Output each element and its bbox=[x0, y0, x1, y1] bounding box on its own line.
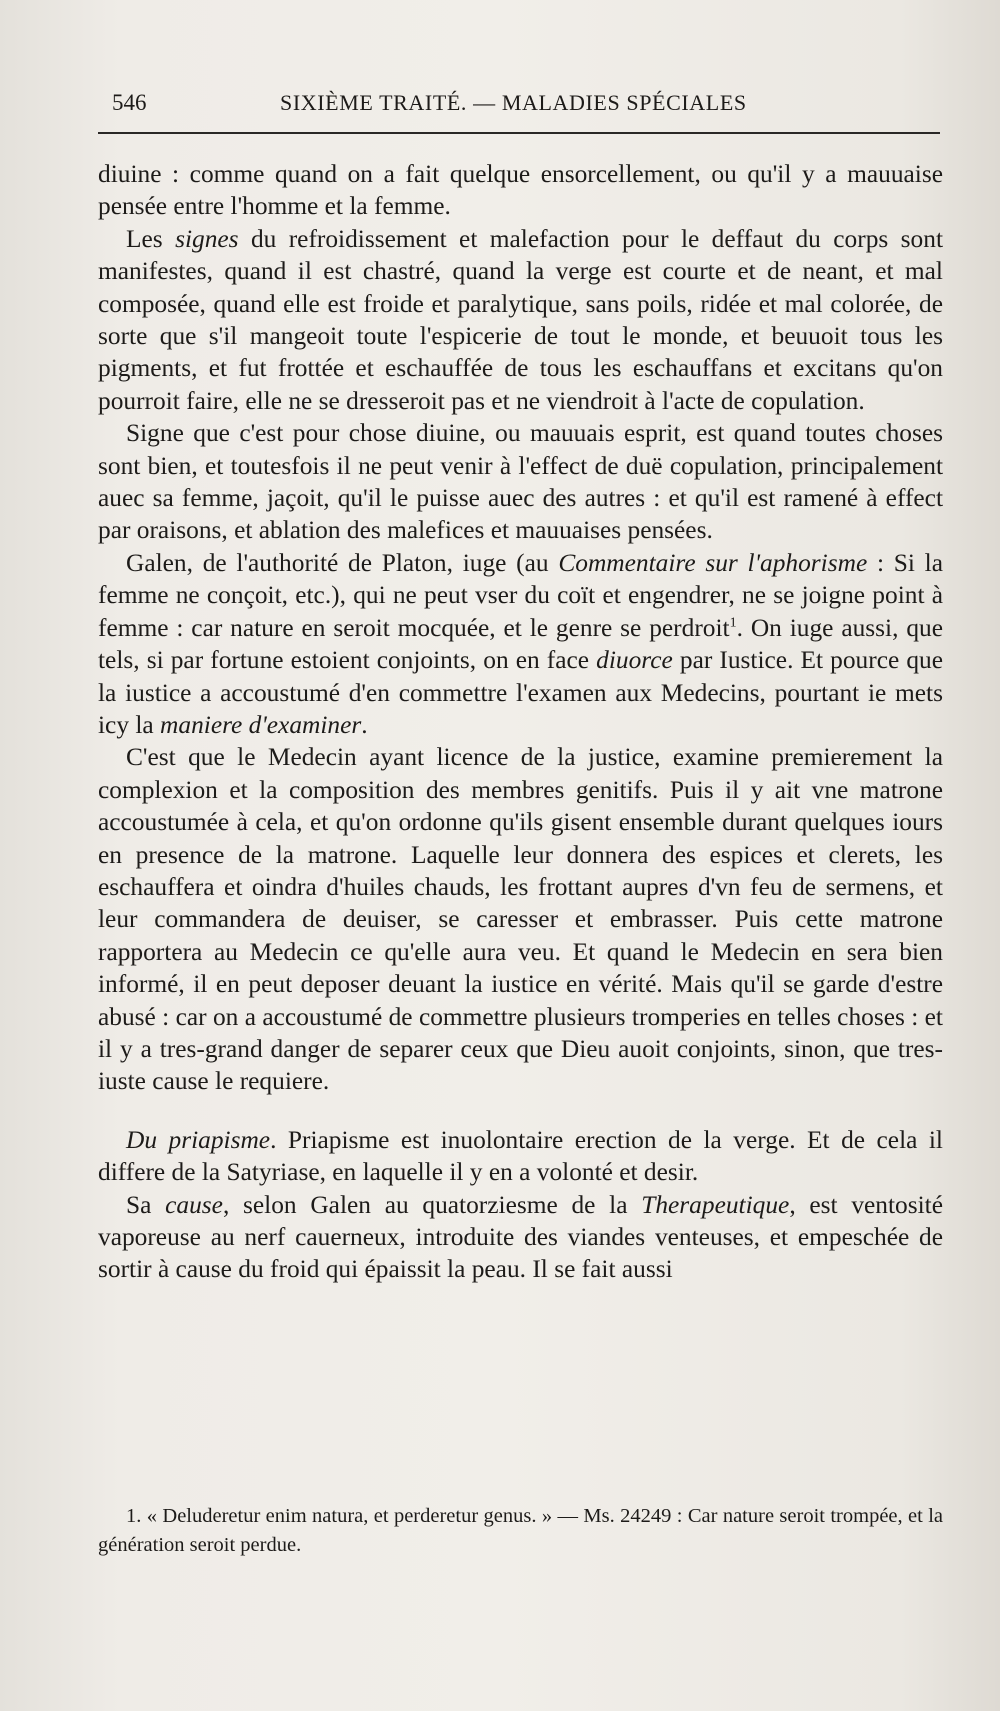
page-number: 546 bbox=[112, 90, 147, 115]
text-run: du refroidissement et malefaction pour le deffaut du corps sont manifestes, quand il est chastré, quand la verge est courte et de neant, et mal composée, quand elle est froide et paralytique, sans poils, ridée et mal colorée, de sorte que s'il mangeoit toute l'espicerie de tout le monde, et beuuoit tous les pigments, et fut frottée et eschauffée de tous les eschauffans et excitans qu'on pourroit faire, elle ne se dresseroit pas et ne viendroit à l'acte de copulation. bbox=[98, 224, 943, 415]
paragraph-1: diuine : comme quand on a fait quelque ensorcellement, ou qu'il y a mauuaise pensée entre l'homme et la femme. bbox=[98, 160, 943, 221]
italic-term: Therapeutique bbox=[641, 1190, 790, 1219]
italic-term: maniere d'examiner bbox=[160, 710, 362, 739]
paragraph-4 bbox=[98, 547, 943, 741]
page-header bbox=[112, 86, 938, 126]
paragraph-3: Signe que c'est pour chose diuine, ou mauuais esprit, est quand toutes choses sont bien, et toutesfois il ne peut venir à l'effect de duë copulation, principalement auec sa femme, jaçoit, qu'il le puisse auec des autres : et qu'il est ramené à effect par oraisons, et ablation des malefices et mauuaises pensées. bbox=[98, 419, 943, 545]
text-run: . On iuge aussi, que tels, si par fortune estoient conjoints, on en face bbox=[98, 613, 943, 675]
paragraph-2 bbox=[98, 223, 943, 417]
header-rule bbox=[98, 132, 940, 134]
footnote-marker[interactable]: 1 bbox=[729, 615, 737, 631]
text-run: : Si la femme ne conçoit, etc.), qui ne peut vser du coït et engendrer, ne se joigne point à femme : car nature en seroit mocquée, et le genre se perdroit bbox=[98, 548, 943, 642]
italic-term: signes bbox=[175, 224, 239, 253]
italic-term: cause bbox=[165, 1190, 223, 1219]
text-run: . bbox=[361, 710, 368, 739]
text-run: Sa bbox=[126, 1190, 166, 1219]
text-run: Galen, de l'authorité de Platon, iuge (au bbox=[126, 548, 559, 577]
running-head: SIXIÈME TRAITÉ. — MALADIES SPÉCIALES bbox=[280, 90, 747, 115]
main-text bbox=[98, 158, 943, 1286]
text-run: . Priapisme est inuolontaire erection de la verge. Et de cela il differe de la Satyriase, en laquelle il y en a volonté et desir. bbox=[98, 1125, 943, 1187]
italic-term: diuorce bbox=[596, 646, 673, 675]
text-run: par Iustice. Et pource que la iustice a accoustumé d'en commettre l'examen aux Medecins, pourtant ie mets icy la bbox=[98, 646, 943, 739]
footnotes bbox=[98, 1502, 943, 1560]
text-run: , est ventosité vaporeuse au nerf cauerneux, introduite des viandes venteuses, et empeschée de sortir à cause du froid qui épaissit la peau. Il se fait aussi bbox=[98, 1190, 943, 1284]
paragraph-7 bbox=[98, 1189, 943, 1286]
paragraph-5: C'est que le Medecin ayant licence de la justice, examine premierement la complexion et la composition des membres genitifs. Puis il y ait vne matrone accoustumée à cela, et qu'on ordonne qu'ils gisent ensemble durant quelques iours en presence de la matrone. Laquelle leur donnera des espices et clerets, les eschauffera et oindra d'huiles chauds, les frottant aupres d'vn feu de sermens, et leur commandera de deuiser, se caresser et embrasser. Puis cette matrone rapportera au Medecin ce qu'elle aura veu. Et quand le Medecin en sera bien informé, il en peut deposer deuant la iustice en vérité. Mais qu'il se garde d'estre abusé : car on a accoustumé de commettre plusieurs tromperies en telles choses : et il y a tres-grand danger de separer ceux que Dieu auoit conjoints, sinon, que tres-iuste cause le requiere. bbox=[98, 743, 943, 1096]
text-run: , selon Galen au quatorziesme de la bbox=[222, 1190, 642, 1219]
text-run: Les bbox=[126, 224, 176, 253]
section-heading-italic: Du priapisme bbox=[126, 1125, 271, 1154]
paragraph-6 bbox=[98, 1124, 943, 1189]
footnote-1: 1. « Deluderetur enim natura, et perderetur genus. » — Ms. 24249 : Car nature seroit trompée, et la génération seroit perdue. bbox=[98, 1505, 943, 1556]
italic-term: Commentaire sur l'aphorisme bbox=[558, 548, 868, 577]
